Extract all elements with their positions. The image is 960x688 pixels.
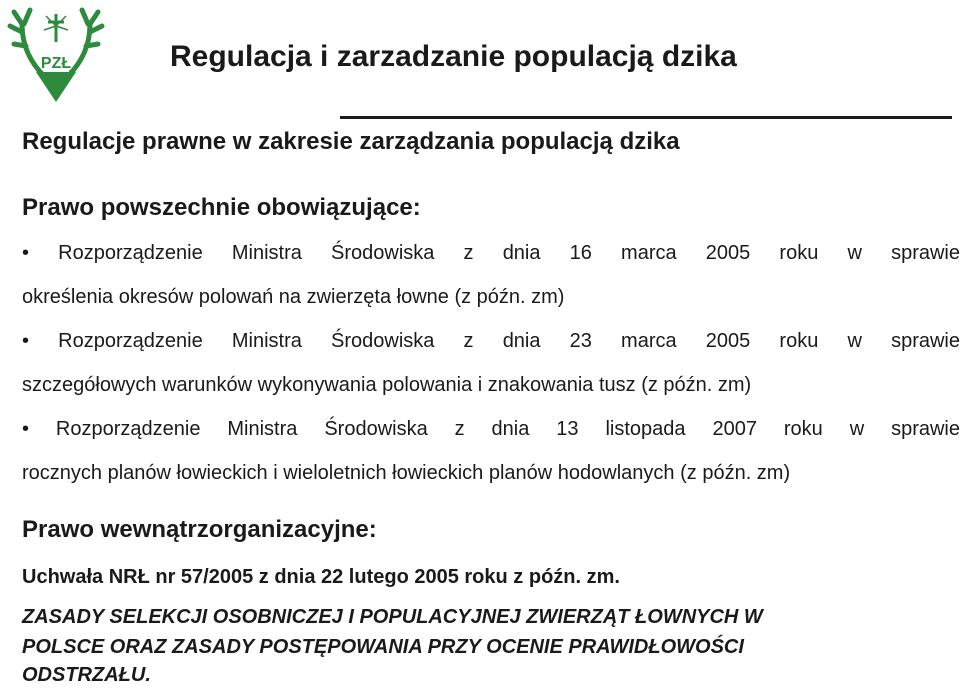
section-heading-general-law: Prawo powszechnie obowiązujące: <box>22 194 421 221</box>
page-subtitle: Regulacje prawne w zakresie zarządzania populacją dzika <box>22 128 680 155</box>
principles-line: ODSTRZAŁU. <box>22 664 151 686</box>
title-divider <box>340 116 952 119</box>
list-item-line: • Rozporządzenie Ministra Środowiska z dnia 13 listopada 2007 roku w sprawie <box>22 418 960 440</box>
list-item-line: • Rozporządzenie Ministra Środowiska z dnia 16 marca 2005 roku w sprawie <box>22 242 960 264</box>
principles-line: POLSCE ORAZ ZASADY POSTĘPOWANIA PRZY OCENIE PRAWIDŁOWOŚCI <box>22 636 744 658</box>
section-heading-internal-law: Prawo wewnątrzorganizacyjne: <box>22 516 377 543</box>
list-item-line: określenia okresów polowań na zwierzęta łowne (z późn. zm) <box>22 286 565 308</box>
list-item-line: • Rozporządzenie Ministra Środowiska z dnia 23 marca 2005 roku w sprawie <box>22 330 960 352</box>
pzl-logo <box>4 2 108 106</box>
list-item-line: szczegółowych warunków wykonywania polowania i znakowania tusz (z późn. zm) <box>22 374 752 396</box>
principles-line: ZASADY SELEKCJI OSOBNICZEJ I POPULACYJNEJ ZWIERZĄT ŁOWNYCH W <box>22 606 763 628</box>
list-item-line: rocznych planów łowieckich i wieloletnich łowieckich planów hodowlanych (z późn. zm) <box>22 462 791 484</box>
logo-text: PZŁ <box>40 55 72 72</box>
resolution-text: Uchwała NRŁ nr 57/2005 z dnia 22 lutego 2005 roku z późn. zm. <box>22 566 620 588</box>
page-title: Regulacja i zarzadzanie populacją dzika <box>170 40 737 73</box>
